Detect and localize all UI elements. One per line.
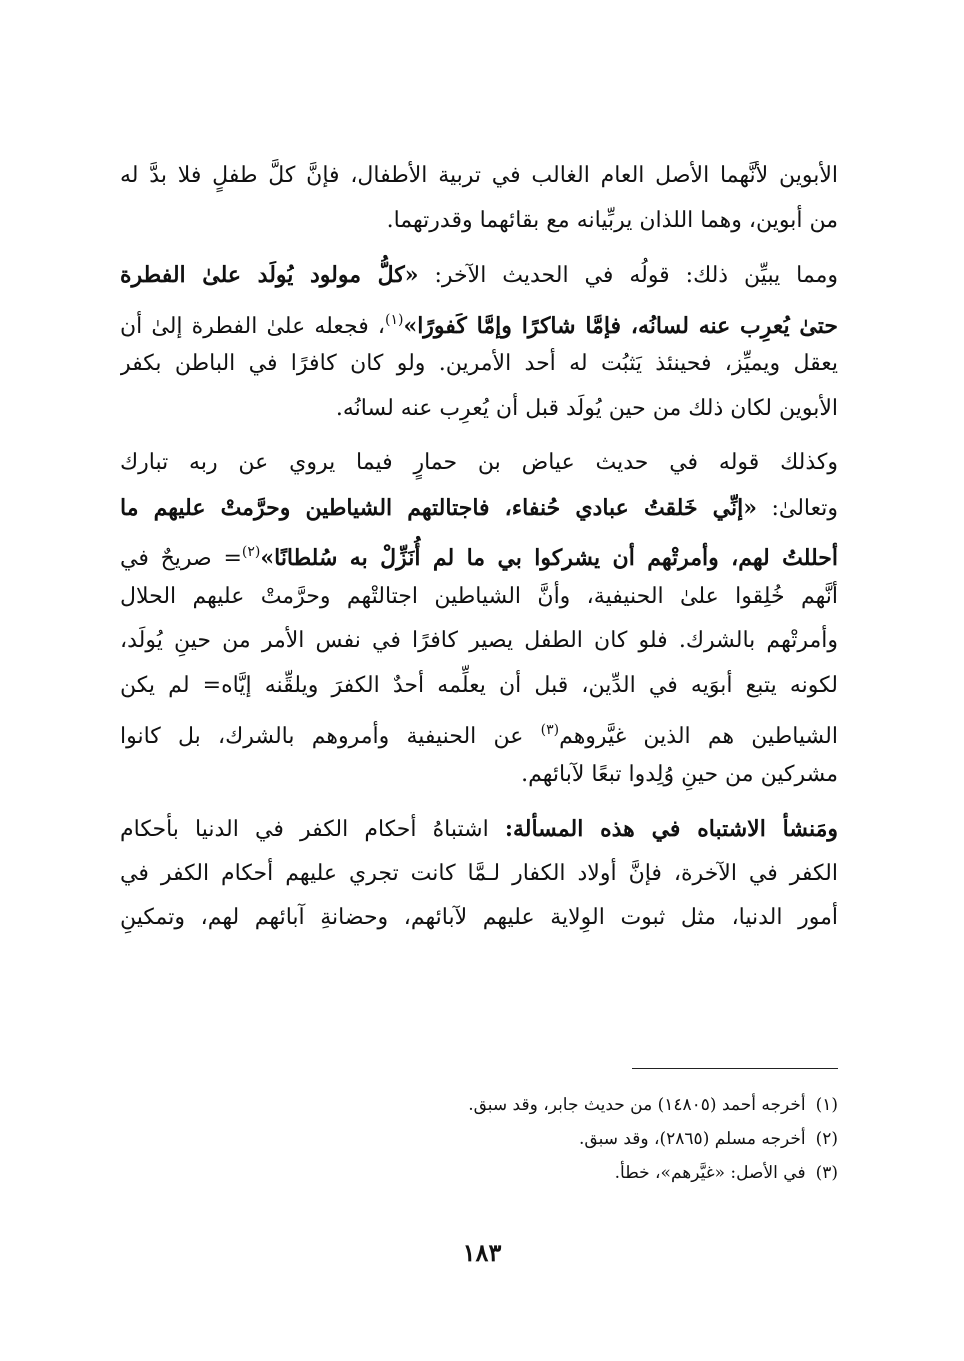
footnote-ref[interactable]: (٢) bbox=[241, 544, 261, 560]
text-line: وكذلك قوله في حديث عياض بن حمارٍ فيما يروي عن ربه تبارك bbox=[120, 450, 838, 475]
footnotes bbox=[300, 1088, 838, 1190]
text-line: من أبوين، وهما اللذان يربِّيانه مع بقائهما وقدرتهما. bbox=[386, 207, 838, 233]
text-line: مشركين من حينِ وُلِدوا تبعًا لآبائهم. bbox=[521, 761, 838, 787]
footnote bbox=[300, 1122, 838, 1156]
footnote-number: (٢) bbox=[815, 1129, 838, 1149]
hadith-quote: «إنِّي خَلقتُ عبادي حُنفاء، فاجتالتهم الشياطين وحرَّمتْ عليهم ما bbox=[120, 494, 758, 521]
footnote-number: (٣) bbox=[815, 1163, 838, 1183]
footnote bbox=[300, 1088, 838, 1122]
footnote bbox=[300, 1156, 838, 1190]
footnote-text: أخرجه أحمد (١٤٨٠٥) من حديث جابر، وقد سبق. bbox=[468, 1095, 806, 1115]
text-run: ومما يبيِّن ذلك: قولُه في الحديث الآخر: bbox=[434, 263, 838, 288]
footnote-ref[interactable]: (٣) bbox=[540, 722, 560, 738]
text-line bbox=[120, 298, 838, 343]
paragraph-2 bbox=[120, 253, 838, 431]
footnote-divider bbox=[632, 1068, 838, 1069]
text-line: لكونه يتبع أبوَيه في الدِّين، قبل أن يعلِّمه أحدٌ الكفرَ ويلقِّنه إيَّاه= لم يكن bbox=[120, 672, 838, 698]
text-line bbox=[120, 486, 838, 531]
section-lead: ومَنشأ الاشتباه في هذه المسألة: bbox=[504, 816, 838, 842]
text-line bbox=[120, 253, 838, 298]
text-line: وأمرتْهم بالشرك. فلو كان الطفل يصير كافرًا في نفس الأمر من حينِ يُولَد، bbox=[120, 628, 838, 653]
text-line bbox=[120, 708, 838, 753]
hadith-quote: حتىٰ يُعرِب عنه لسانُه، فإمَّا شاكرًا وإمَّا كَفورًا» bbox=[403, 312, 838, 339]
hadith-quote: «كلُّ مولود يُولَد علىٰ الفطرة bbox=[120, 262, 419, 288]
text-run: ، فجعله علىٰ الفطرة إلىٰ أن bbox=[120, 313, 385, 339]
hadith-quote: أحللتُ لهم، وأمرتْهم أن يشركوا بي ما لم أُنَزِّلْ به سُلطانًا» bbox=[260, 545, 838, 571]
text-run: الشياطين هم الذين غيَّروهم bbox=[559, 724, 838, 749]
text-run: اشتباهُ أحكام الكفر في الدنيا بأحكام bbox=[120, 817, 505, 842]
text-run: وتعالىٰ: bbox=[771, 495, 838, 521]
footnote-number: (١) bbox=[815, 1095, 838, 1115]
paragraph-1 bbox=[120, 154, 838, 243]
footnote-ref[interactable]: (١) bbox=[384, 311, 404, 328]
text-line: الأبوين لكان ذلك من حين يُولَد قبل أن يُعرِب عنه لسانُه. bbox=[335, 395, 838, 421]
text-line: الكفر في الآخرة، فإنَّ أولاد الكفار لـمَّا كانت تجري عليهم أحكام الكفر في bbox=[120, 860, 838, 886]
paragraph-3 bbox=[120, 441, 838, 797]
text-run: = صريحٌ في bbox=[120, 546, 242, 571]
text-line: أمور الدنيا، مثل ثبوت الوِلاية عليهم لآبائهم، وحضانةِ آبائهم لهم، وتمكينِ bbox=[120, 905, 838, 930]
text-line: يعقل ويميِّز، فحينئذ يَثبُت له أحد الأمرين. ولو كان كافرًا في الباطن بكفر bbox=[120, 351, 838, 376]
page-number: ١٨٣ bbox=[462, 1238, 502, 1267]
text-line bbox=[120, 807, 838, 852]
text-line: الأبوين لأنَّهما الأصل العام الغالب في تربية الأطفال، فإنَّ كلَّ طفلٍ فلا بدَّ له bbox=[120, 163, 838, 188]
main-text bbox=[120, 154, 838, 941]
text-run: عن الحنيفية وأمروهم بالشرك، بل كانوا bbox=[120, 724, 541, 749]
footnote-text: في الأصل: «غيَّرهم»، خطأ. bbox=[614, 1163, 806, 1183]
text-line bbox=[120, 530, 838, 575]
paragraph-4 bbox=[120, 807, 838, 941]
text-line: أنَّهم خُلِقوا علىٰ الحنيفية، وأنَّ الشياطين اجتالتْهم وحرَّمتْ عليهم الحلال bbox=[120, 583, 838, 609]
footnote-text: أخرجه مسلم (٢٨٦٥)، وقد سبق. bbox=[579, 1129, 806, 1149]
